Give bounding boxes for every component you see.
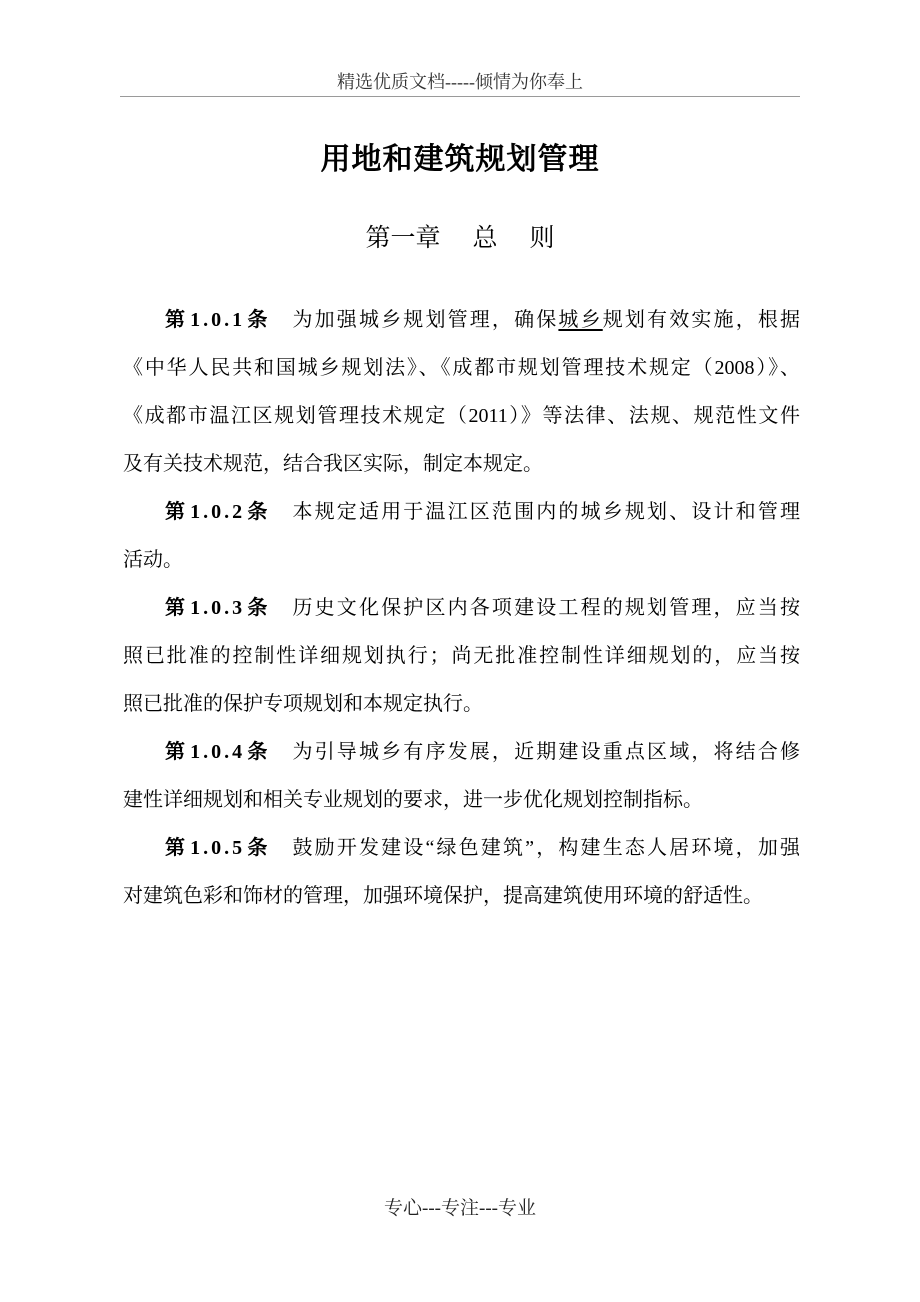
paragraph-line: 对建筑色彩和饰材的管理，加强环境保护，提高建筑使用环境的舒适性。: [123, 885, 763, 907]
paragraph-text: 为加强城乡规划管理，确保: [292, 309, 559, 331]
chapter-word-1: 总: [472, 225, 498, 252]
article-1-0-3: [123, 584, 800, 728]
paragraph-text: 规划有效实施，根据: [602, 309, 800, 331]
paragraph-line: [123, 728, 800, 776]
article-1-0-5: [123, 824, 800, 920]
paragraph-line: [123, 824, 800, 872]
paragraph-line: 及有关技术规范，结合我区实际，制定本规定。: [123, 453, 543, 475]
paragraph-text: 历史文化保护区内各项建设工程的规划管理，应当按: [292, 597, 800, 619]
paragraph-line: 建性详细规划和相关专业规划的要求，进一步优化规划控制指标。: [123, 789, 703, 811]
document-body: [123, 296, 800, 920]
paragraph-line: 照已批准的保护专项规划和本规定执行。: [123, 693, 483, 715]
article-label: 第1.0.3条: [165, 597, 273, 619]
chapter-word-2: 则: [529, 225, 555, 252]
paragraph-line: [123, 584, 800, 632]
article-1-0-4: [123, 728, 800, 824]
paragraph-line: 《成都市温江区规划管理技术规定（2011）》等法律、法规、规范性文件: [123, 405, 800, 427]
chapter-number: 第一章: [365, 225, 441, 252]
article-1-0-2: [123, 488, 800, 584]
paragraph-line: [123, 488, 800, 536]
article-1-0-1: [123, 296, 800, 488]
paragraph-text: 本规定适用于温江区范围内的城乡规划、设计和管理: [292, 501, 800, 523]
article-label: 第1.0.4条: [165, 741, 273, 763]
header-divider: [120, 96, 800, 97]
underlined-text: 城乡: [558, 309, 603, 331]
page-footer: 专心---专注---专业: [384, 1198, 536, 1219]
article-label: 第1.0.1条: [165, 309, 273, 331]
article-label: 第1.0.2条: [165, 501, 273, 523]
chapter-heading: [0, 222, 920, 256]
page-header: 精选优质文档-----倾情为你奉上: [337, 72, 583, 92]
paragraph-line: 《中华人民共和国城乡规划法》、《成都市规划管理技术规定（2008）》、: [123, 357, 800, 379]
document-title: 用地和建筑规划管理: [320, 143, 600, 176]
paragraph-text: 为引导城乡有序发展，近期建设重点区域，将结合修: [292, 741, 800, 763]
paragraph-line: 照已批准的控制性详细规划执行；尚无批准控制性详细规划的，应当按: [123, 645, 800, 667]
paragraph-line: [123, 296, 800, 344]
paragraph-text: 鼓励开发建设“绿色建筑”，构建生态人居环境，加强: [292, 837, 800, 859]
article-label: 第1.0.5条: [165, 837, 273, 859]
paragraph-line: 活动。: [123, 549, 183, 571]
